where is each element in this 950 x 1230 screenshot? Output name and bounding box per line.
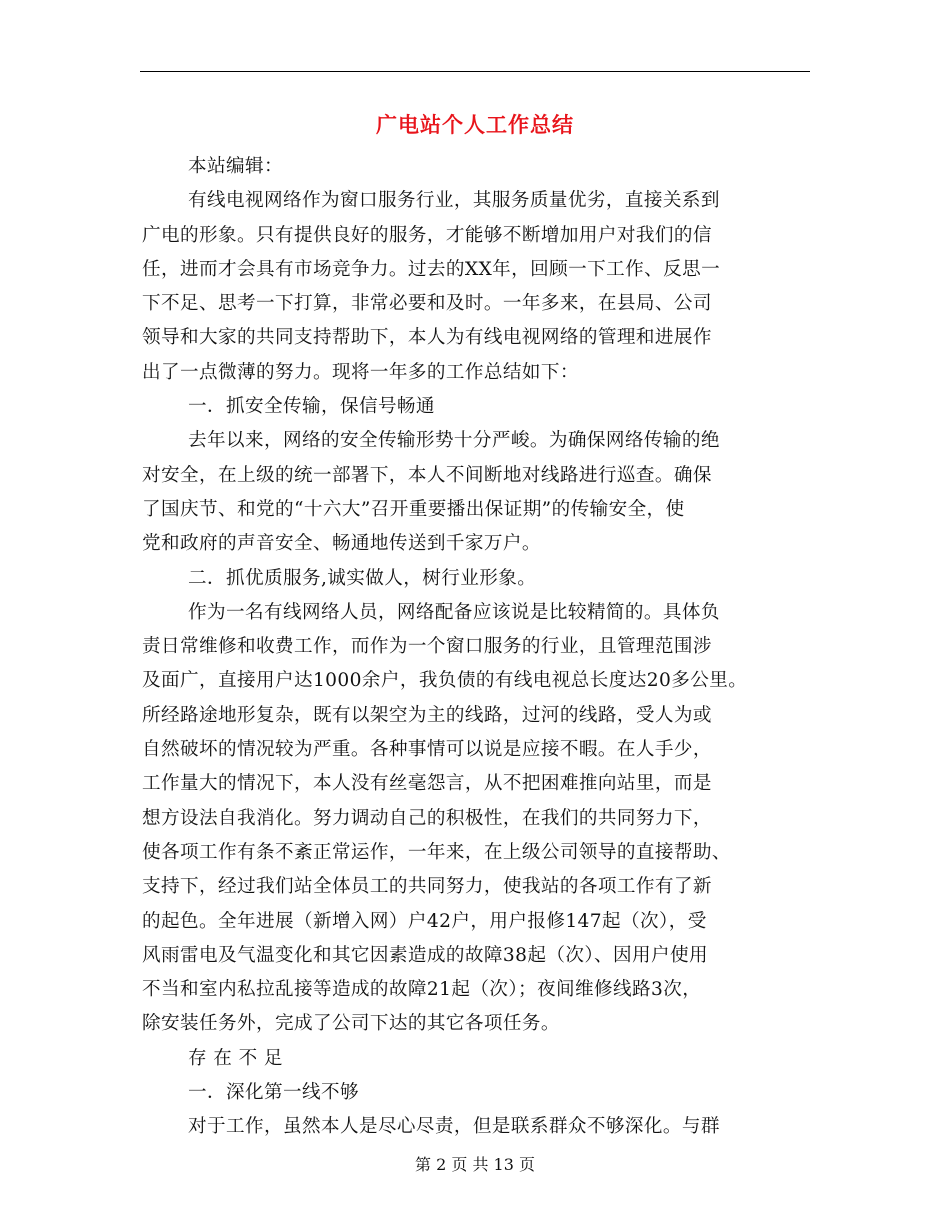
section-heading: 一．深化第一线不够 xyxy=(188,1082,359,1104)
body-line: 广电的形象。只有提供良好的服务，才能够不断增加用户对我们的信 xyxy=(142,224,712,246)
body-line: 党和政府的声音安全、畅通地传送到千家万户。 xyxy=(142,533,541,555)
body-line: 使各项工作有条不紊正常运作，一年来，在上级公司领导的直接帮助、 xyxy=(142,841,731,863)
page-number: 第 2 页 共 13 页 xyxy=(415,1155,535,1174)
body-line: 想方设法自我消化。努力调动自己的积极性，在我们的共同努力下， xyxy=(142,807,712,829)
body-line: 风雨雷电及气温变化和其它因素造成的故障38起（次）、因用户使用 xyxy=(142,944,708,966)
body-line: 工作量大的情况下，本人没有丝毫怨言，从不把困难推向站里，而是 xyxy=(142,773,712,795)
body-line: 自然破坏的情况较为严重。各种事情可以说是应接不暇。在人手少， xyxy=(142,739,712,761)
body-line: 了国庆节、和党的“十六大”召开重要播出保证期”的传输安全，使 xyxy=(142,498,685,520)
body-line: 所经路途地形复杂，既有以架空为主的线路，过河的线路，受人为或 xyxy=(142,704,712,726)
section-heading: 存 在 不 足 xyxy=(188,1047,283,1069)
body-line: 对于工作，虽然本人是尽心尽责，但是联系群众不够深化。与群 xyxy=(188,1116,720,1138)
body-line: 的起色。全年进展（新增入网）户42户，用户报修147起（次），受 xyxy=(142,910,707,932)
body-line: 领导和大家的共同支持帮助下，本人为有线电视网络的管理和进展作 xyxy=(142,327,712,349)
body-line: 及面广，直接用户达1000余户，我负债的有线电视总长度达20多公里。 xyxy=(142,670,748,692)
body-line: 支持下，经过我们站全体员工的共同努力，使我站的各项工作有了新 xyxy=(142,876,712,898)
body-line: 不当和室内私拉乱接等造成的故障21起（次）；夜间维修线路3次， xyxy=(142,979,702,1001)
body-line: 下不足、思考一下打算，非常必要和及时。一年多来，在县局、公司 xyxy=(142,293,712,315)
body-line: 对安全，在上级的统一部署下，本人不间断地对线路进行巡查。确保 xyxy=(142,464,712,486)
section-heading: 二．抓优质服务,诚实做人，树行业形象。 xyxy=(188,567,537,589)
section-heading: 一．抓安全传输，保信号畅通 xyxy=(188,396,435,418)
body-line: 本站编辑： xyxy=(188,156,283,177)
header-rule xyxy=(140,71,810,72)
body-line: 出了一点微薄的努力。现将一年多的工作总结如下： xyxy=(142,361,579,383)
body-line: 任，进而才会具有市场竞争力。过去的XX年，回顾一下工作、反思一 xyxy=(142,258,721,280)
document-body xyxy=(142,150,822,1145)
body-line: 有线电视网络作为窗口服务行业，其服务质量优劣，直接关系到 xyxy=(188,190,720,212)
document-title: 广电站个人工作总结 xyxy=(376,112,574,137)
body-line: 责日常维修和收费工作，而作为一个窗口服务的行业，且管理范围涉 xyxy=(142,636,712,658)
body-line: 去年以来，网络的安全传输形势十分严峻。为确保网络传输的绝 xyxy=(188,430,720,452)
body-line: 作为一名有线网络人员，网络配备应该说是比较精简的。具体负 xyxy=(188,601,720,623)
body-line: 除安装任务外，完成了公司下达的其它各项任务。 xyxy=(142,1013,560,1035)
